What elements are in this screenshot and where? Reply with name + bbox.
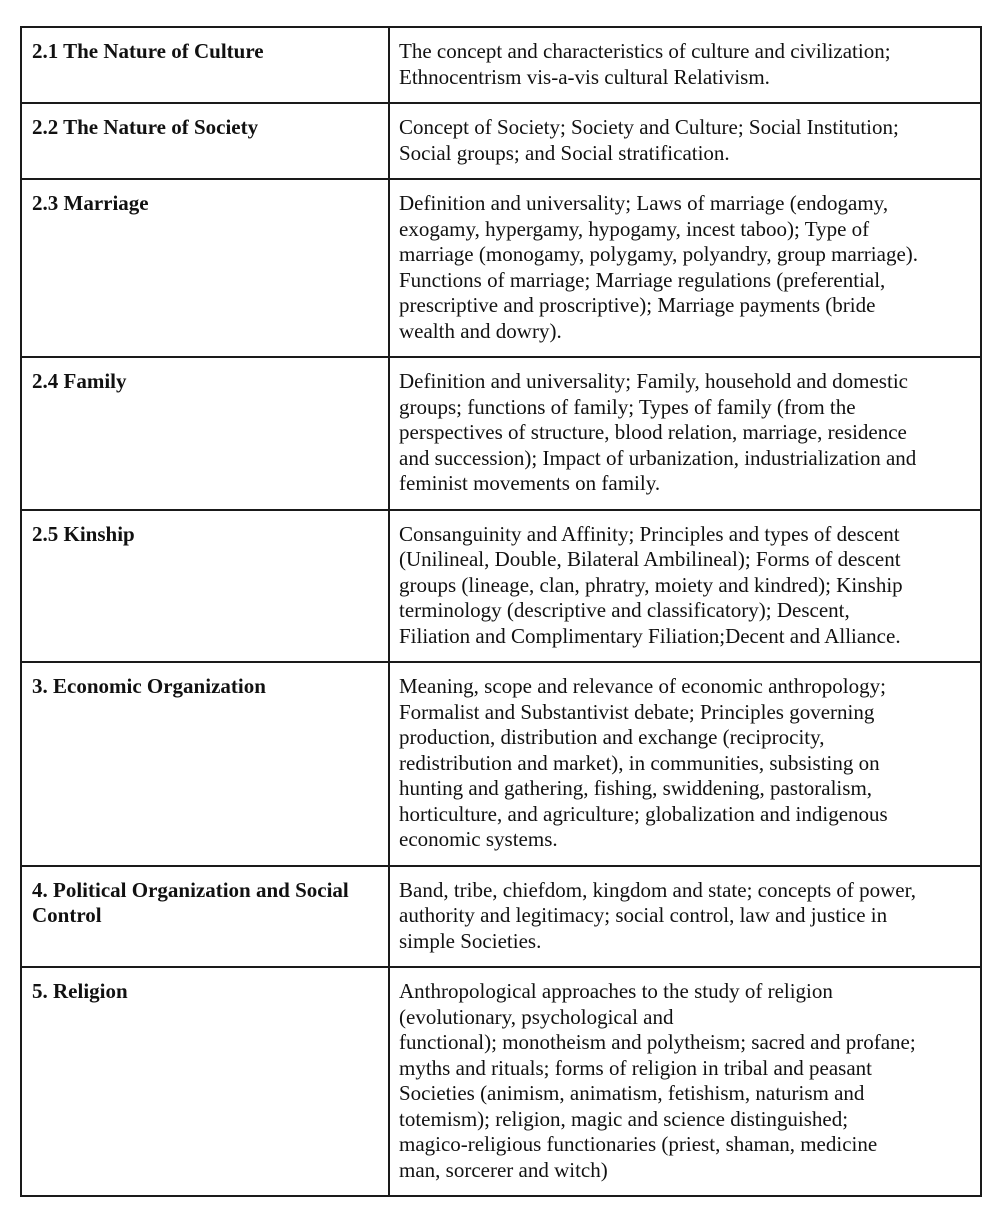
description-line: feminist movements on family. [399, 471, 661, 495]
description-line: Band, tribe, chiefdom, kingdom and state; concepts of power, [399, 877, 917, 902]
description-line: perspectives of structure, blood relation, marriage, residence [399, 420, 907, 444]
description-line: marriage (monogamy, polygamy, polyandry, group marriage). [399, 242, 919, 266]
topic-cell: 5. Religion [21, 967, 389, 1196]
description-line: magico-religious functionaries (priest, shaman, medicine [399, 1132, 878, 1156]
description-line: production, distribution and exchange (reciprocity, [399, 725, 825, 749]
description-line: Social groups; and Social stratification. [399, 140, 730, 165]
description-line: myths and rituals; forms of religion in tribal and peasant [399, 1055, 872, 1080]
table-body [21, 27, 981, 1196]
description-cell [389, 179, 981, 357]
description-cell [389, 866, 981, 968]
description-line: simple Societies. [399, 928, 542, 953]
table-row [21, 27, 981, 103]
description-line: (evolutionary, psychological and [399, 1004, 674, 1029]
description-line: Societies (animism, animatism, fetishism, naturism and [399, 1081, 865, 1105]
description-line: Filiation and Complimentary Filiation;Decent and Alliance. [399, 623, 901, 648]
description-line: Formalist and Substantivist debate; Principles governing [399, 699, 875, 724]
description-line: (Unilineal, Double, Bilateral Ambilineal); Forms of descent [399, 547, 901, 571]
description-line: Functions of marriage; Marriage regulations (preferential, [399, 267, 886, 292]
topic-cell: 2.1 The Nature of Culture [21, 27, 389, 103]
description-cell [389, 103, 981, 179]
description-cell [389, 967, 981, 1196]
description-line: prescriptive and proscriptive); Marriage payments (bride [399, 293, 876, 317]
description-line: Definition and universality; Family, household and domestic [399, 369, 908, 393]
description-line: horticulture, and agriculture; globalization and indigenous [399, 801, 888, 826]
description-line: authority and legitimacy; social control, law and justice in [399, 903, 888, 927]
description-line: groups; functions of family; Types of family (from the [399, 394, 856, 419]
topic-cell: 3. Economic Organization [21, 662, 389, 866]
description-line: Definition and universality; Laws of marriage (endogamy, [399, 191, 889, 215]
topic-cell: 4. Political Organization and Social Control [21, 866, 389, 968]
topic-cell: 2.5 Kinship [21, 510, 389, 663]
description-line: Consanguinity and Affinity; Principles and types of descent [399, 521, 900, 546]
description-cell [389, 662, 981, 866]
description-line: functional); monotheism and polytheism; sacred and profane; [399, 1030, 916, 1054]
description-line: wealth and dowry). [399, 318, 562, 343]
description-line: redistribution and market), in communities, subsisting on [399, 750, 880, 775]
topic-cell: 2.3 Marriage [21, 179, 389, 357]
description-cell [389, 27, 981, 103]
description-cell [389, 357, 981, 510]
description-line: hunting and gathering, fishing, swiddening, pastoralism, [399, 776, 873, 800]
table-row [21, 357, 981, 510]
description-cell [389, 510, 981, 663]
description-line: economic systems. [399, 827, 558, 851]
topic-cell: 2.2 The Nature of Society [21, 103, 389, 179]
syllabus-table [20, 26, 982, 1197]
table-row [21, 103, 981, 179]
description-line: exogamy, hypergamy, hypogamy, incest taboo); Type of [399, 216, 870, 241]
description-line: Meaning, scope and relevance of economic anthropology; [399, 674, 886, 698]
table-row [21, 866, 981, 968]
description-line: Ethnocentrism vis-a-vis cultural Relativism. [399, 64, 770, 89]
topic-cell: 2.4 Family [21, 357, 389, 510]
description-line: groups (lineage, clan, phratry, moiety and kindred); Kinship [399, 572, 903, 597]
table-row [21, 179, 981, 357]
description-line: The concept and characteristics of culture and civilization; [399, 39, 891, 63]
description-line: man, sorcerer and witch) [399, 1157, 608, 1182]
description-line: Concept of Society; Society and Culture; Social Institution; [399, 115, 899, 139]
description-line: Anthropological approaches to the study of religion [399, 979, 833, 1003]
description-line: and succession); Impact of urbanization, industrialization and [399, 445, 917, 470]
table-row [21, 510, 981, 663]
table-row [21, 967, 981, 1196]
table-row [21, 662, 981, 866]
description-line: terminology (descriptive and classificatory); Descent, [399, 598, 850, 622]
description-line: totemism); religion, magic and science distinguished; [399, 1106, 849, 1131]
